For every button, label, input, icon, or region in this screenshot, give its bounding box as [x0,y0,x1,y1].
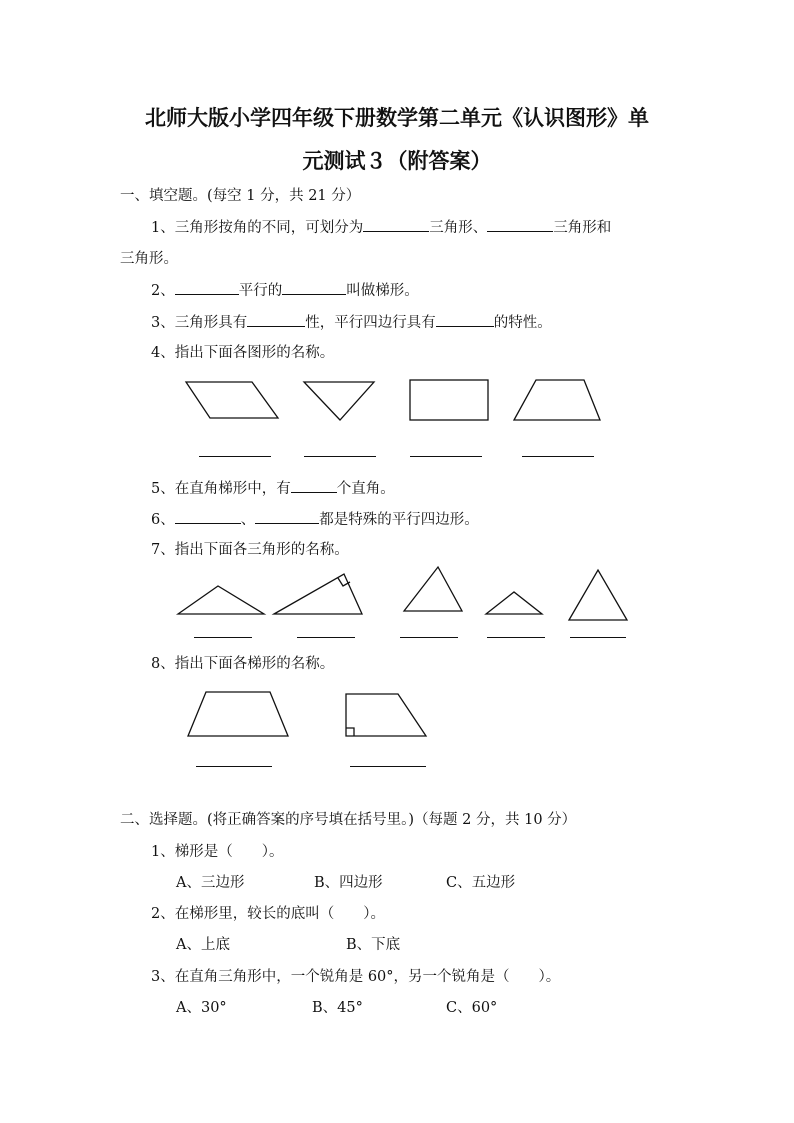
equilateral-triangle-figure [565,566,631,624]
q1-5-blank-1[interactable] [291,478,337,493]
q1-1-text-b: 三角形、 [429,220,488,236]
q1-2-blank-1[interactable] [175,280,239,295]
isosceles-trapezoid-figure [184,688,294,740]
q1-8: 8、指出下面各梯形的名称。 [151,656,335,672]
q1-2-text-c: 叫做梯形。 [346,283,419,299]
right-trapezoid-figure [342,690,432,740]
q1-3-blank-1[interactable] [247,312,305,327]
q1-2-text-b: 平行的 [238,283,283,299]
q1-1-blank-2[interactable] [487,217,553,232]
q1-6-blank-2[interactable] [255,509,319,524]
q2-2-option-b[interactable]: B、下底 [346,937,401,953]
q1-2 [151,280,419,301]
small-triangle-figure [482,588,546,618]
q2-1-option-c[interactable]: C、五边形 [446,875,516,891]
q2-3-option-b[interactable]: B、45° [312,1000,363,1016]
q1-6-text-c: 都是特殊的平行四边形。 [319,512,479,528]
q1-4-answer-line-1[interactable] [199,456,271,457]
q1-7-answer-line-1[interactable] [194,637,252,638]
parallelogram-figure [180,378,284,420]
q1-7-answer-line-5[interactable] [570,637,626,638]
title-line-1: 北师大版小学四年级下册数学第二单元《认识图形》单 [145,106,649,130]
q2-2-option-a[interactable]: A、上底 [176,937,230,953]
q1-7: 7、指出下面各三角形的名称。 [151,542,349,558]
q1-1-text-c: 三角形和 [553,220,612,236]
trapezoid-figure [508,378,604,424]
q1-3-blank-2[interactable] [436,312,494,327]
q1-3-text-c: 的特性。 [493,315,552,331]
q1-1-text-a: 1、三角形按角的不同，可划分为 [151,220,364,236]
q1-7-answer-line-2[interactable] [297,637,355,638]
q1-6-blank-1[interactable] [175,509,241,524]
q1-1 [151,217,611,238]
q2-3-option-a[interactable]: A、30° [176,1000,227,1016]
section2-heading: 二、选择题。(将正确答案的序号填在括号里。)（每题 2 分，共 10 分） [120,812,577,828]
q1-4-answer-line-4[interactable] [522,456,594,457]
q1-2-blank-2[interactable] [282,280,346,295]
q1-3 [151,312,552,333]
q1-3-text-a: 3、三角形具有 [151,315,248,331]
q1-8-answer-line-2[interactable] [350,766,426,767]
q1-4-answer-line-2[interactable] [304,456,376,457]
title-line-2: 元测试３（附答案） [302,149,492,173]
inverted-triangle-figure [298,378,380,424]
q2-1-option-b[interactable]: B、四边形 [314,875,383,891]
q1-4-answer-line-3[interactable] [410,456,482,457]
q1-5 [151,478,395,499]
q1-1-continuation: 三角形。 [120,251,178,267]
q1-3-text-b: 性，平行四边行具有 [305,315,436,331]
q1-7-answer-line-3[interactable] [400,637,458,638]
q2-3-stem: 3、在直角三角形中，一个锐角是 60°，另一个锐角是（ ）。 [151,969,561,985]
q2-1-option-a[interactable]: A、三边形 [176,875,245,891]
right-triangle-figure [270,570,368,618]
q2-3-option-c[interactable]: C、60° [446,1000,498,1016]
q1-6 [151,509,479,530]
q1-5-text-a: 5、在直角梯形中，有 [151,481,291,497]
q1-8-answer-line-1[interactable] [196,766,272,767]
q2-1-stem: 1、梯形是（ ）。 [151,844,284,860]
rectangle-figure [406,378,492,424]
q1-7-answer-line-4[interactable] [487,637,545,638]
obtuse-triangle-figure [174,580,268,618]
section1-heading: 一、填空题。(每空 1 分，共 21 分） [120,188,361,204]
q1-2-text-a: 2、 [151,283,175,299]
acute-triangle-figure [400,563,466,615]
q2-2-stem: 2、在梯形里，较长的底叫（ ）。 [151,906,385,922]
q1-6-text-a: 6、 [151,512,175,528]
q1-1-blank-1[interactable] [363,217,429,232]
q1-5-text-b: 个直角。 [336,481,395,497]
q1-4: 4、指出下面各图形的名称。 [151,345,335,361]
q1-6-text-b: 、 [240,512,256,528]
